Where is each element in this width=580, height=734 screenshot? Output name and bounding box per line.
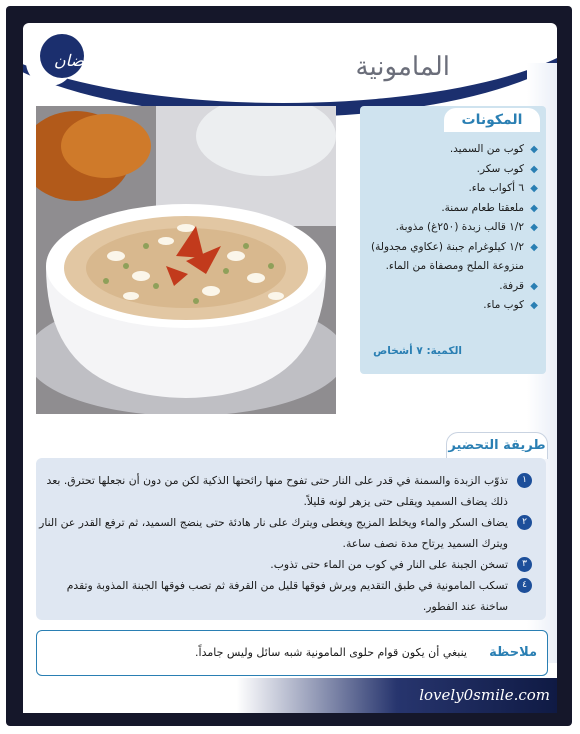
- preparation-box: [36, 458, 546, 620]
- note-label: ملاحظة: [489, 645, 537, 660]
- ramadan-logo: [24, 24, 154, 94]
- step-item: [38, 575, 532, 617]
- quantity-value: ٧ أشخاص: [373, 345, 423, 357]
- step-number: ٢: [517, 515, 532, 530]
- step-text: يضاف السكر والماء ويخلط المزيج ويغطى ويترك على نار هادئة حتى ينضج السميد، ثم ترفع القدر عن النار ويترك السميد يرتاح مدة نصف ساعة.: [39, 516, 508, 550]
- diamond-bullet-icon: ◆: [530, 183, 538, 194]
- ingredients-box: [360, 106, 546, 374]
- ingredients-list: [362, 140, 538, 316]
- note-text: ينبغي أن يكون قوام حلوى المامونية شبه سائل وليس جامداً.: [195, 646, 467, 659]
- step-number: ١: [517, 473, 532, 488]
- step-item: [38, 512, 532, 554]
- step-number: ٣: [517, 557, 532, 572]
- quantity-label: الكمية:: [426, 345, 462, 357]
- step-item: [38, 470, 532, 512]
- dish-photo: [36, 106, 336, 414]
- diamond-bullet-icon: ◆: [530, 300, 538, 311]
- site-url[interactable]: lovely0smile.com: [419, 686, 550, 704]
- note-box: [36, 630, 548, 676]
- preparation-heading: طريقة التحضير: [446, 432, 548, 459]
- list-item: ◆ قرفة.: [362, 277, 538, 297]
- ingredients-heading: المكونات: [444, 108, 540, 132]
- diamond-bullet-icon: ◆: [530, 280, 538, 292]
- page-title: المامونية: [355, 52, 450, 82]
- list-item: ◆ كوب سكر.: [362, 160, 538, 180]
- step-text: تذوّب الزبدة والسمنة في قدر على النار حتى تفوح منها رائحتها الذكية لكن من دون أن نجعلها تحترق. بعد ذلك يضاف السميد ويقلى حتى يزهر لونه قليلاً.: [46, 474, 508, 508]
- diamond-bullet-icon: ◆: [530, 163, 538, 175]
- quantity: [362, 345, 462, 357]
- diamond-bullet-icon: ◆: [530, 222, 538, 233]
- diamond-bullet-icon: ◆: [530, 241, 538, 253]
- step-text: تسخن الجبنة على النار في كوب من الماء حتى تذوب.: [270, 558, 508, 571]
- step-item: [38, 554, 532, 575]
- preparation-steps: [38, 470, 532, 617]
- step-text: تسكب المامونية في طبق التقديم ويرش فوقها قليل من القرفة ثم تصب فوقها الجبنة المذوبة وتقدم ساخنة عند الفطور.: [66, 579, 508, 613]
- list-item: ◆ ١/٢ كيلوغرام جبنة (عكاوي مجدولة) منزوعة الملح ومصفاة من الماء.: [362, 238, 538, 277]
- diamond-bullet-icon: ◆: [530, 202, 538, 214]
- list-item: ◆ ١/٢ قالب زبدة (٢٥٠غ) مذوبة.: [362, 218, 538, 238]
- list-item: ◆ كوب ماء.: [362, 296, 538, 316]
- list-item: ◆ ملعقتا طعام سمنة.: [362, 199, 538, 219]
- list-item: ◆ ٦ أكواب ماء.: [362, 179, 538, 199]
- diamond-bullet-icon: ◆: [530, 144, 538, 155]
- step-number: ٤: [517, 578, 532, 593]
- logo-text: أطايب رمضان: [53, 51, 148, 70]
- list-item: ◆ كوب من السميد.: [362, 140, 538, 160]
